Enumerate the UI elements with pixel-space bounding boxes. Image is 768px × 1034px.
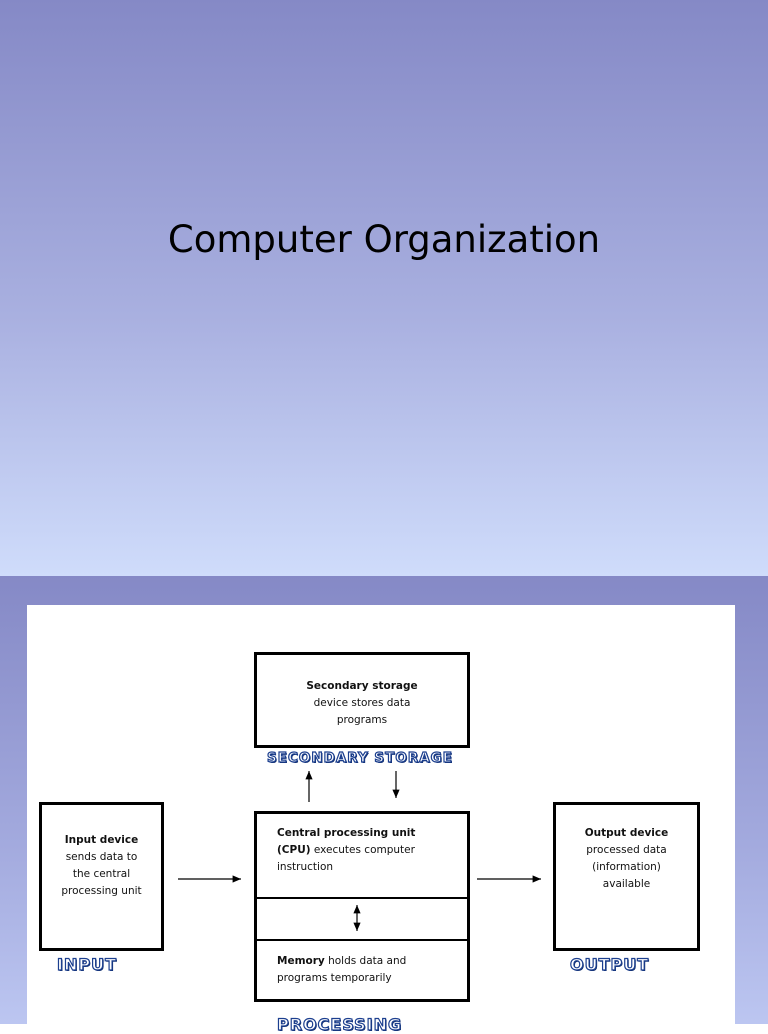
processing-label: PROCESSING [277,1015,403,1034]
secondary-storage-line3: programs [336,714,388,726]
secondary-storage-line2: device stores data [313,697,411,709]
input-device-line2: sends data to [65,851,138,863]
cpu-line2: executes computer [310,844,415,856]
output-device-line4: available [602,878,651,890]
input-label: INPUT [57,955,117,974]
output-label: OUTPUT [570,955,650,974]
memory-line2: programs temporarily [277,972,392,984]
memory-line1: holds data and [324,955,407,967]
cpu-heading: Central processing unit [277,827,416,839]
diagram-slide [0,576,768,1034]
cpu-line3: instruction [277,861,334,873]
input-device-line3: the central [72,868,131,880]
memory-heading: Memory [277,955,325,967]
input-device-heading: Input device [64,834,139,846]
output-device-heading: Output device [584,827,669,839]
slide-title: Computer Organization [167,218,601,261]
cpu-abbrev: (CPU) [277,844,311,856]
output-device-line3: (information) [592,861,661,873]
diagram-arrows [27,605,735,1024]
output-device-line2: processed data [586,844,667,856]
computer-organization-diagram [27,605,735,1034]
secondary-storage-label: SECONDARY STORAGE [267,750,453,766]
secondary-storage-heading: Secondary storage [306,680,418,692]
input-device-line4: processing unit [61,885,142,897]
